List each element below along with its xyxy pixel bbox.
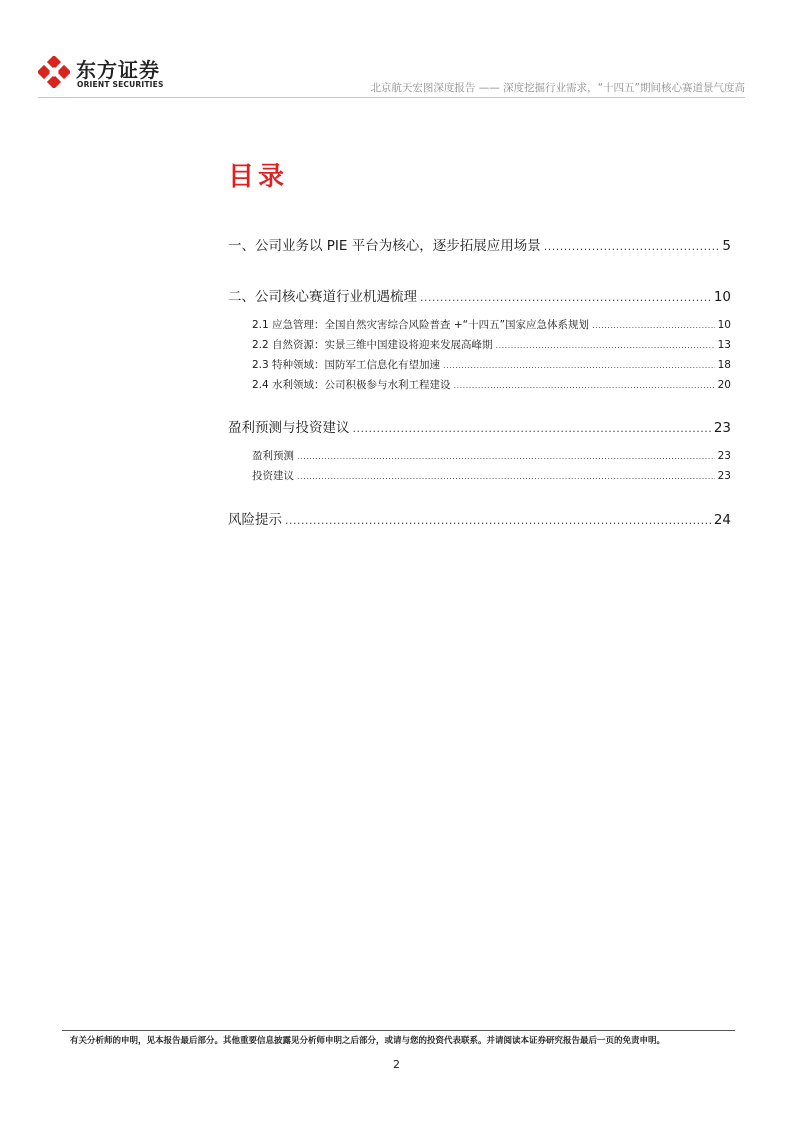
toc-entry-label: 盈利预测 bbox=[252, 450, 294, 462]
toc-leader bbox=[592, 321, 715, 330]
toc-entry-label: 投资建议 bbox=[252, 470, 294, 482]
toc-leader bbox=[297, 452, 715, 461]
toc-heading: 目录 bbox=[228, 162, 289, 192]
toc-entry-label: 二、公司核心赛道行业机遇梳理 bbox=[228, 289, 417, 305]
toc-leader bbox=[285, 514, 711, 527]
toc-entry-page: 24 bbox=[713, 512, 731, 528]
toc-leader bbox=[297, 472, 715, 481]
toc-leader bbox=[544, 240, 720, 253]
toc-entry-page: 18 bbox=[717, 359, 731, 371]
toc-entry-label: 盈利预测与投资建议 bbox=[228, 420, 350, 436]
toc-subentry[interactable] bbox=[252, 448, 731, 463]
toc-entry-label: 2.2 自然资源：实景三维中国建设将迎来发展高峰期 bbox=[252, 339, 493, 351]
toc-entry-label: 风险提示 bbox=[228, 512, 282, 528]
toc-subentry[interactable] bbox=[252, 357, 731, 372]
toc-entry-page: 13 bbox=[717, 339, 731, 351]
toc-leader bbox=[420, 291, 711, 304]
toc-entry-label: 一、公司业务以 PIE 平台为核心，逐步拓展应用场景 bbox=[228, 238, 541, 254]
toc-entry-label: 2.4 水利领域：公司积极参与水利工程建设 bbox=[252, 379, 451, 391]
toc-entry-page: 5 bbox=[722, 238, 731, 254]
toc-entry-page: 23 bbox=[713, 420, 731, 436]
brand-name-cn: 东方证券 bbox=[76, 58, 160, 82]
footer-disclaimer: 有关分析师的申明，见本报告最后部分。其他重要信息披露见分析师申明之后部分，或请与您的投资代表联系。并请阅读本证券研究报告最后一页的免责申明。 bbox=[70, 1036, 666, 1046]
brand-name-en: ORIENT SECURITIES bbox=[77, 80, 164, 89]
toc-entry[interactable] bbox=[228, 508, 731, 528]
toc-subentry[interactable] bbox=[252, 317, 731, 332]
orient-diamond-icon bbox=[38, 56, 70, 88]
toc-entry-page: 10 bbox=[717, 319, 731, 331]
toc-entry-page: 23 bbox=[717, 470, 731, 482]
report-title: 北京航天宏图深度报告 —— 深度挖掘行业需求，“十四五”期间核心赛道景气度高 bbox=[370, 82, 745, 94]
toc-subentry[interactable] bbox=[252, 377, 731, 392]
toc-leader bbox=[443, 361, 715, 370]
toc-entry[interactable] bbox=[228, 234, 731, 254]
toc-subentry[interactable] bbox=[252, 468, 731, 483]
toc-subentry[interactable] bbox=[252, 337, 731, 352]
header-divider bbox=[38, 97, 745, 98]
toc-leader bbox=[496, 341, 715, 350]
footer-divider bbox=[62, 1030, 735, 1031]
toc-leader bbox=[353, 422, 711, 435]
toc-entry-label: 2.3 特种领域：国防军工信息化有望加速 bbox=[252, 359, 441, 371]
brand-logo bbox=[38, 54, 178, 90]
toc-leader bbox=[454, 381, 715, 390]
toc-entry-label: 2.1 应急管理：全国自然灾害综合风险普查 +“十四五”国家应急体系规划 bbox=[252, 319, 590, 331]
page-number: 2 bbox=[393, 1058, 400, 1071]
toc-entry[interactable] bbox=[228, 416, 731, 436]
toc-entry-page: 20 bbox=[717, 379, 731, 391]
toc-entry-page: 10 bbox=[713, 289, 731, 305]
toc-entry-page: 23 bbox=[717, 450, 731, 462]
toc-entry[interactable] bbox=[228, 285, 731, 305]
